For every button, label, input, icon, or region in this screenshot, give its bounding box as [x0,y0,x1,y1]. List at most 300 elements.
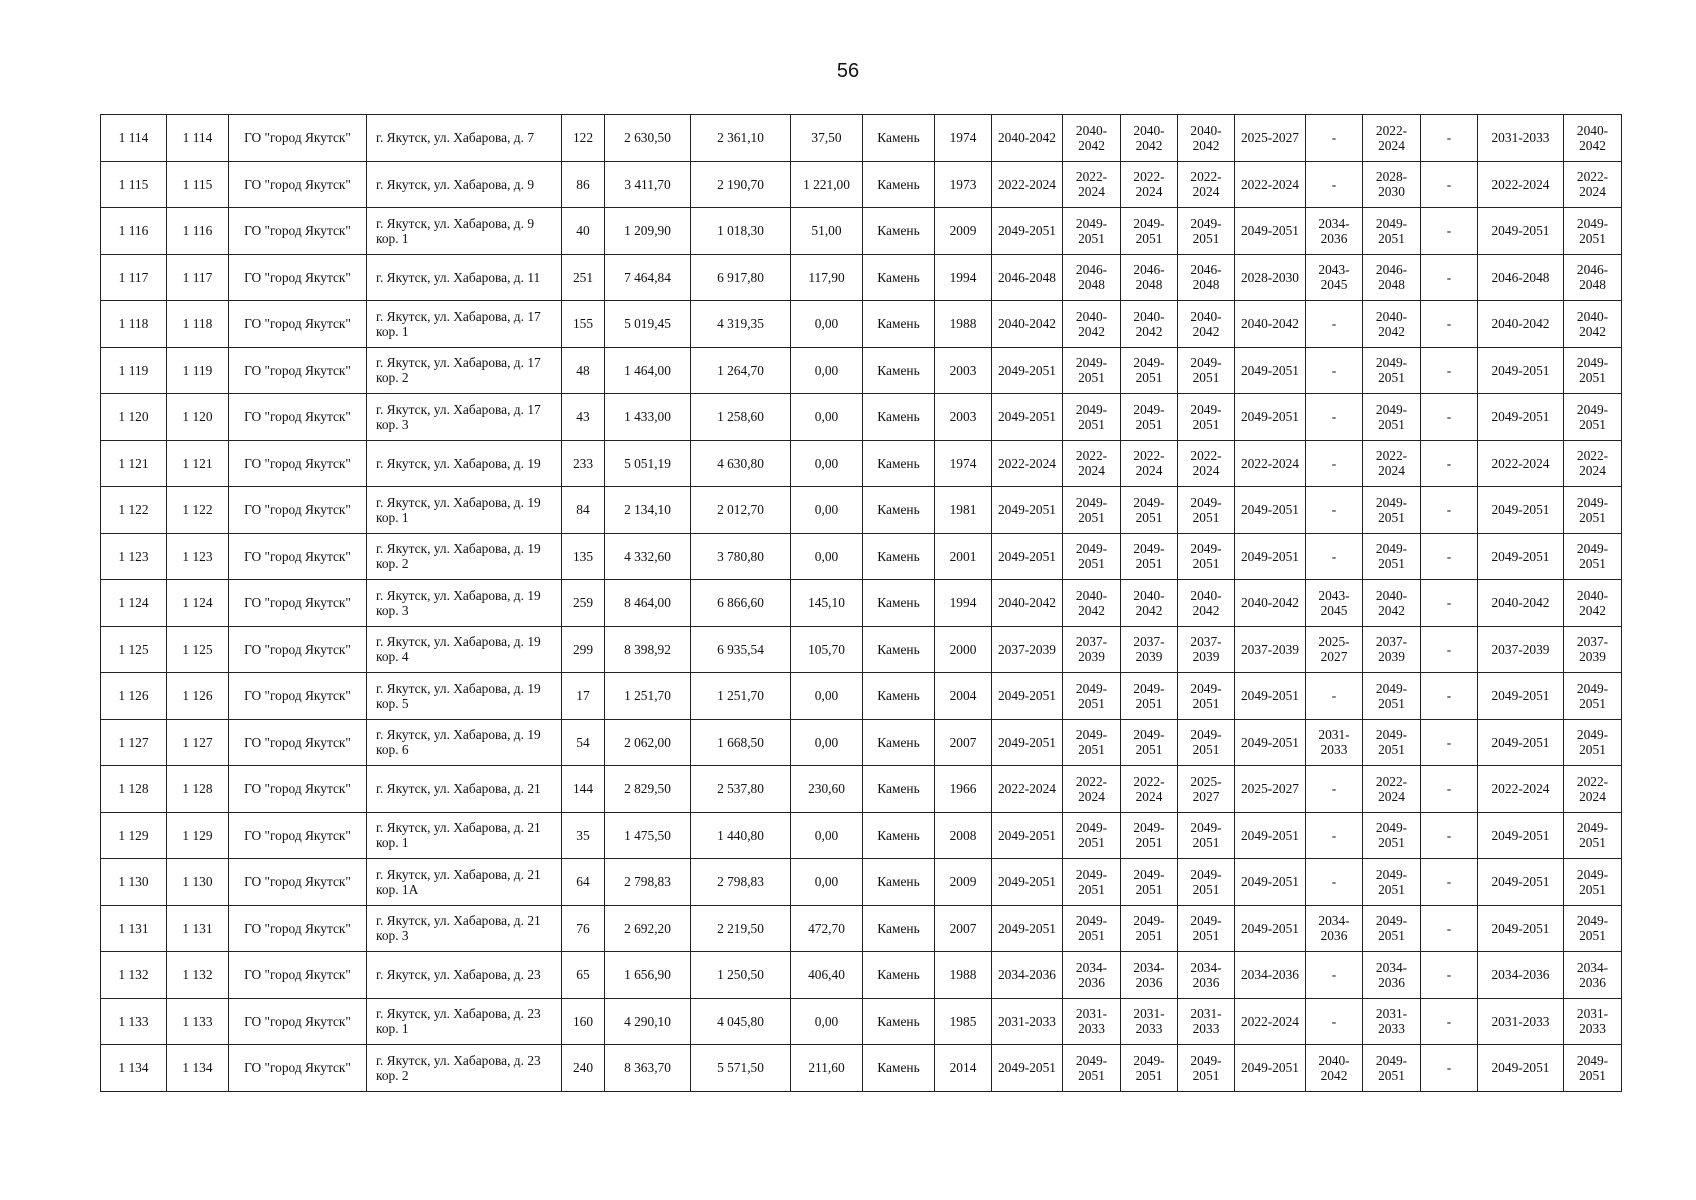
repair-period-7-cell: 2049-2051 [1363,1045,1421,1092]
municipality-cell: ГО "город Якутск" [229,812,367,859]
residents-cell: 84 [562,487,605,534]
repair-period-10-cell: 2049-2051 [1564,719,1622,766]
repair-period-7-cell: 2040-2042 [1363,580,1421,627]
repair-period-8-cell: - [1421,440,1478,487]
build-year-cell: 2008 [935,812,992,859]
repair-period-4-cell: 2037-2039 [1178,626,1235,673]
nonresidential-area-cell: 0,00 [791,487,863,534]
build-year-cell: 1974 [935,115,992,162]
address-cell: г. Якутск, ул. Хабарова, д. 7 [367,115,562,162]
repair-period-1-cell: 2022-2024 [992,440,1063,487]
repair-period-8-cell: - [1421,812,1478,859]
repair-period-9-cell: 2049-2051 [1478,487,1564,534]
house-number-cell: 1 133 [167,998,229,1045]
repair-period-6-cell: 2034-2036 [1306,905,1363,952]
build-year-cell: 2003 [935,347,992,394]
repair-period-6-cell: - [1306,161,1363,208]
repair-period-8-cell: - [1421,952,1478,999]
repair-period-5-cell: 2049-2051 [1235,719,1306,766]
municipality-cell: ГО "город Якутск" [229,347,367,394]
repair-period-2-cell: 2049-2051 [1063,533,1121,580]
nonresidential-area-cell: 472,70 [791,905,863,952]
nonresidential-area-cell: 0,00 [791,673,863,720]
wall-material-cell: Камень [863,487,935,534]
repair-period-1-cell: 2049-2051 [992,394,1063,441]
total-area-cell: 5 051,19 [605,440,691,487]
repair-period-2-cell: 2022-2024 [1063,766,1121,813]
repair-period-7-cell: 2022-2024 [1363,766,1421,813]
table-row [101,952,1622,999]
repair-period-1-cell: 2031-2033 [992,998,1063,1045]
wall-material-cell: Камень [863,115,935,162]
repair-period-9-cell: 2031-2033 [1478,998,1564,1045]
build-year-cell: 2001 [935,533,992,580]
repair-period-4-cell: 2040-2042 [1178,115,1235,162]
repair-period-9-cell: 2049-2051 [1478,394,1564,441]
total-area-cell: 2 829,50 [605,766,691,813]
table-row [101,161,1622,208]
repair-period-10-cell: 2049-2051 [1564,208,1622,255]
repair-period-8-cell: - [1421,626,1478,673]
municipality-cell: ГО "город Якутск" [229,766,367,813]
wall-material-cell: Камень [863,394,935,441]
repair-period-10-cell: 2040-2042 [1564,301,1622,348]
house-number-cell: 1 124 [167,580,229,627]
repair-period-7-cell: 2049-2051 [1363,394,1421,441]
municipality-cell: ГО "город Якутск" [229,487,367,534]
wall-material-cell: Камень [863,347,935,394]
repair-period-7-cell: 2049-2051 [1363,719,1421,766]
row-number-cell: 1 130 [101,859,167,906]
repair-period-1-cell: 2049-2051 [992,719,1063,766]
repair-period-10-cell: 2022-2024 [1564,161,1622,208]
build-year-cell: 2007 [935,905,992,952]
address-cell: г. Якутск, ул. Хабарова, д. 19 кор. 2 [367,533,562,580]
residents-cell: 76 [562,905,605,952]
total-area-cell: 1 475,50 [605,812,691,859]
repair-period-3-cell: 2022-2024 [1121,766,1178,813]
municipality-cell: ГО "город Якутск" [229,626,367,673]
repair-period-3-cell: 2049-2051 [1121,1045,1178,1092]
municipality-cell: ГО "город Якутск" [229,115,367,162]
row-number-cell: 1 121 [101,440,167,487]
residents-cell: 259 [562,580,605,627]
living-area-cell: 6 917,80 [691,254,791,301]
total-area-cell: 2 798,83 [605,859,691,906]
table-row [101,905,1622,952]
wall-material-cell: Камень [863,301,935,348]
address-cell: г. Якутск, ул. Хабарова, д. 17 кор. 1 [367,301,562,348]
living-area-cell: 4 045,80 [691,998,791,1045]
nonresidential-area-cell: 51,00 [791,208,863,255]
repair-period-9-cell: 2031-2033 [1478,115,1564,162]
repair-period-9-cell: 2037-2039 [1478,626,1564,673]
house-number-cell: 1 128 [167,766,229,813]
repair-period-9-cell: 2040-2042 [1478,301,1564,348]
residents-cell: 54 [562,719,605,766]
row-number-cell: 1 115 [101,161,167,208]
repair-period-3-cell: 2049-2051 [1121,208,1178,255]
address-cell: г. Якутск, ул. Хабарова, д. 19 кор. 3 [367,580,562,627]
house-number-cell: 1 134 [167,1045,229,1092]
municipality-cell: ГО "город Якутск" [229,161,367,208]
repair-period-1-cell: 2022-2024 [992,161,1063,208]
total-area-cell: 1 433,00 [605,394,691,441]
wall-material-cell: Камень [863,626,935,673]
repair-period-3-cell: 2031-2033 [1121,998,1178,1045]
repair-period-6-cell: - [1306,533,1363,580]
table-row [101,115,1622,162]
repair-period-10-cell: 2049-2051 [1564,487,1622,534]
repair-period-1-cell: 2049-2051 [992,859,1063,906]
repair-period-3-cell: 2049-2051 [1121,905,1178,952]
row-number-cell: 1 118 [101,301,167,348]
table-row [101,626,1622,673]
repair-period-2-cell: 2049-2051 [1063,719,1121,766]
total-area-cell: 8 398,92 [605,626,691,673]
repair-period-1-cell: 2046-2048 [992,254,1063,301]
repair-period-10-cell: 2049-2051 [1564,859,1622,906]
house-number-cell: 1 116 [167,208,229,255]
repair-period-9-cell: 2049-2051 [1478,812,1564,859]
repair-period-9-cell: 2049-2051 [1478,533,1564,580]
repair-period-1-cell: 2022-2024 [992,766,1063,813]
build-year-cell: 1974 [935,440,992,487]
repair-period-2-cell: 2022-2024 [1063,440,1121,487]
nonresidential-area-cell: 1 221,00 [791,161,863,208]
repair-period-7-cell: 2049-2051 [1363,673,1421,720]
repair-period-2-cell: 2031-2033 [1063,998,1121,1045]
repair-period-3-cell: 2037-2039 [1121,626,1178,673]
living-area-cell: 3 780,80 [691,533,791,580]
table-row [101,301,1622,348]
address-cell: г. Якутск, ул. Хабарова, д. 17 кор. 2 [367,347,562,394]
wall-material-cell: Камень [863,812,935,859]
build-year-cell: 1966 [935,766,992,813]
total-area-cell: 2 134,10 [605,487,691,534]
repair-period-7-cell: 2022-2024 [1363,440,1421,487]
repair-period-4-cell: 2049-2051 [1178,487,1235,534]
table-row [101,580,1622,627]
total-area-cell: 4 290,10 [605,998,691,1045]
nonresidential-area-cell: 0,00 [791,812,863,859]
nonresidential-area-cell: 0,00 [791,719,863,766]
repair-period-4-cell: 2049-2051 [1178,1045,1235,1092]
municipality-cell: ГО "город Якутск" [229,719,367,766]
repair-period-8-cell: - [1421,347,1478,394]
repair-period-6-cell: - [1306,952,1363,999]
repair-period-6-cell: 2034-2036 [1306,208,1363,255]
repair-period-2-cell: 2034-2036 [1063,952,1121,999]
repair-period-8-cell: - [1421,719,1478,766]
municipality-cell: ГО "город Якутск" [229,905,367,952]
residents-cell: 48 [562,347,605,394]
address-cell: г. Якутск, ул. Хабарова, д. 21 [367,766,562,813]
repair-period-8-cell: - [1421,115,1478,162]
address-cell: г. Якутск, ул. Хабарова, д. 19 [367,440,562,487]
address-cell: г. Якутск, ул. Хабарова, д. 9 кор. 1 [367,208,562,255]
table-row [101,208,1622,255]
page-number: 56 [836,60,860,82]
repair-period-7-cell: 2028-2030 [1363,161,1421,208]
address-cell: г. Якутск, ул. Хабарова, д. 21 кор. 3 [367,905,562,952]
row-number-cell: 1 120 [101,394,167,441]
repair-period-9-cell: 2049-2051 [1478,719,1564,766]
build-year-cell: 1985 [935,998,992,1045]
house-number-cell: 1 114 [167,115,229,162]
repair-period-9-cell: 2034-2036 [1478,952,1564,999]
repair-period-2-cell: 2049-2051 [1063,394,1121,441]
repair-period-6-cell: - [1306,394,1363,441]
total-area-cell: 4 332,60 [605,533,691,580]
total-area-cell: 2 630,50 [605,115,691,162]
repair-period-3-cell: 2040-2042 [1121,580,1178,627]
wall-material-cell: Камень [863,533,935,580]
repair-period-2-cell: 2022-2024 [1063,161,1121,208]
wall-material-cell: Камень [863,673,935,720]
repair-period-9-cell: 2049-2051 [1478,905,1564,952]
repair-period-7-cell: 2031-2033 [1363,998,1421,1045]
repair-period-2-cell: 2049-2051 [1063,673,1121,720]
repair-period-6-cell: - [1306,440,1363,487]
repair-period-8-cell: - [1421,208,1478,255]
repair-period-2-cell: 2040-2042 [1063,115,1121,162]
repair-period-2-cell: 2037-2039 [1063,626,1121,673]
repair-period-2-cell: 2049-2051 [1063,208,1121,255]
row-number-cell: 1 119 [101,347,167,394]
repair-period-5-cell: 2049-2051 [1235,487,1306,534]
house-number-cell: 1 122 [167,487,229,534]
nonresidential-area-cell: 117,90 [791,254,863,301]
nonresidential-area-cell: 105,70 [791,626,863,673]
build-year-cell: 2003 [935,394,992,441]
total-area-cell: 2 062,00 [605,719,691,766]
repair-period-7-cell: 2034-2036 [1363,952,1421,999]
repair-period-7-cell: 2022-2024 [1363,115,1421,162]
table-row [101,254,1622,301]
repair-period-9-cell: 2040-2042 [1478,580,1564,627]
nonresidential-area-cell: 0,00 [791,440,863,487]
repair-period-4-cell: 2049-2051 [1178,673,1235,720]
total-area-cell: 1 251,70 [605,673,691,720]
repair-period-3-cell: 2049-2051 [1121,487,1178,534]
repair-period-9-cell: 2049-2051 [1478,1045,1564,1092]
repair-period-8-cell: - [1421,859,1478,906]
living-area-cell: 6 935,54 [691,626,791,673]
living-area-cell: 2 190,70 [691,161,791,208]
living-area-cell: 2 798,83 [691,859,791,906]
row-number-cell: 1 122 [101,487,167,534]
address-cell: г. Якутск, ул. Хабарова, д. 17 кор. 3 [367,394,562,441]
nonresidential-area-cell: 145,10 [791,580,863,627]
municipality-cell: ГО "город Якутск" [229,440,367,487]
repair-period-8-cell: - [1421,905,1478,952]
table-row [101,719,1622,766]
repair-period-3-cell: 2049-2051 [1121,394,1178,441]
repair-period-6-cell: - [1306,766,1363,813]
repair-period-3-cell: 2046-2048 [1121,254,1178,301]
table-row [101,1045,1622,1092]
residents-cell: 64 [562,859,605,906]
total-area-cell: 7 464,84 [605,254,691,301]
wall-material-cell: Камень [863,161,935,208]
house-number-cell: 1 130 [167,859,229,906]
row-number-cell: 1 127 [101,719,167,766]
residents-cell: 251 [562,254,605,301]
repair-period-8-cell: - [1421,161,1478,208]
repair-period-5-cell: 2049-2051 [1235,812,1306,859]
residents-cell: 43 [562,394,605,441]
repair-period-9-cell: 2022-2024 [1478,161,1564,208]
repair-period-4-cell: 2034-2036 [1178,952,1235,999]
repair-period-6-cell: - [1306,347,1363,394]
repair-period-5-cell: 2049-2051 [1235,1045,1306,1092]
house-number-cell: 1 131 [167,905,229,952]
repair-period-5-cell: 2022-2024 [1235,998,1306,1045]
repair-period-9-cell: 2049-2051 [1478,673,1564,720]
repair-period-8-cell: - [1421,673,1478,720]
nonresidential-area-cell: 37,50 [791,115,863,162]
repair-period-6-cell: 2031-2033 [1306,719,1363,766]
house-number-cell: 1 121 [167,440,229,487]
repair-period-9-cell: 2022-2024 [1478,440,1564,487]
repair-period-6-cell: 2040-2042 [1306,1045,1363,1092]
address-cell: г. Якутск, ул. Хабарова, д. 23 кор. 1 [367,998,562,1045]
repair-period-4-cell: 2049-2051 [1178,394,1235,441]
repair-period-10-cell: 2049-2051 [1564,1045,1622,1092]
living-area-cell: 1 258,60 [691,394,791,441]
repair-period-5-cell: 2049-2051 [1235,533,1306,580]
repair-period-1-cell: 2040-2042 [992,580,1063,627]
row-number-cell: 1 129 [101,812,167,859]
living-area-cell: 1 264,70 [691,347,791,394]
residents-cell: 155 [562,301,605,348]
repair-period-8-cell: - [1421,394,1478,441]
table-row [101,440,1622,487]
repair-period-3-cell: 2049-2051 [1121,533,1178,580]
repair-period-1-cell: 2049-2051 [992,208,1063,255]
municipality-cell: ГО "город Якутск" [229,301,367,348]
repair-period-6-cell: - [1306,115,1363,162]
municipality-cell: ГО "город Якутск" [229,952,367,999]
row-number-cell: 1 123 [101,533,167,580]
house-number-cell: 1 120 [167,394,229,441]
living-area-cell: 2 361,10 [691,115,791,162]
living-area-cell: 6 866,60 [691,580,791,627]
living-area-cell: 4 630,80 [691,440,791,487]
house-number-cell: 1 119 [167,347,229,394]
repair-period-10-cell: 2046-2048 [1564,254,1622,301]
repair-period-6-cell: - [1306,301,1363,348]
table-row [101,812,1622,859]
repair-period-4-cell: 2022-2024 [1178,161,1235,208]
house-number-cell: 1 129 [167,812,229,859]
repair-period-2-cell: 2046-2048 [1063,254,1121,301]
repair-period-10-cell: 2040-2042 [1564,580,1622,627]
repair-period-3-cell: 2022-2024 [1121,440,1178,487]
house-number-cell: 1 118 [167,301,229,348]
nonresidential-area-cell: 406,40 [791,952,863,999]
repair-period-3-cell: 2022-2024 [1121,161,1178,208]
row-number-cell: 1 117 [101,254,167,301]
living-area-cell: 2 012,70 [691,487,791,534]
wall-material-cell: Камень [863,859,935,906]
address-cell: г. Якутск, ул. Хабарова, д. 23 [367,952,562,999]
residents-cell: 122 [562,115,605,162]
repair-period-7-cell: 2046-2048 [1363,254,1421,301]
repair-period-10-cell: 2049-2051 [1564,347,1622,394]
table-row [101,859,1622,906]
repair-period-1-cell: 2040-2042 [992,115,1063,162]
repair-period-3-cell: 2049-2051 [1121,673,1178,720]
nonresidential-area-cell: 230,60 [791,766,863,813]
repair-period-5-cell: 2049-2051 [1235,905,1306,952]
table-row [101,673,1622,720]
address-cell: г. Якутск, ул. Хабарова, д. 21 кор. 1А [367,859,562,906]
house-number-cell: 1 127 [167,719,229,766]
row-number-cell: 1 134 [101,1045,167,1092]
table-body [101,115,1622,1092]
house-number-cell: 1 126 [167,673,229,720]
repair-period-10-cell: 2022-2024 [1564,440,1622,487]
repair-period-4-cell: 2040-2042 [1178,301,1235,348]
repair-period-4-cell: 2031-2033 [1178,998,1235,1045]
repair-period-2-cell: 2040-2042 [1063,301,1121,348]
address-cell: г. Якутск, ул. Хабарова, д. 9 [367,161,562,208]
address-cell: г. Якутск, ул. Хабарова, д. 19 кор. 1 [367,487,562,534]
repair-period-7-cell: 2049-2051 [1363,905,1421,952]
build-year-cell: 2007 [935,719,992,766]
nonresidential-area-cell: 0,00 [791,998,863,1045]
repair-period-5-cell: 2037-2039 [1235,626,1306,673]
repair-period-1-cell: 2037-2039 [992,626,1063,673]
residents-cell: 17 [562,673,605,720]
repair-period-1-cell: 2040-2042 [992,301,1063,348]
house-number-cell: 1 115 [167,161,229,208]
repair-period-10-cell: 2049-2051 [1564,533,1622,580]
wall-material-cell: Камень [863,719,935,766]
wall-material-cell: Камень [863,766,935,813]
repair-period-8-cell: - [1421,998,1478,1045]
repair-period-4-cell: 2049-2051 [1178,719,1235,766]
municipality-cell: ГО "город Якутск" [229,533,367,580]
repair-period-7-cell: 2049-2051 [1363,859,1421,906]
repair-period-1-cell: 2049-2051 [992,487,1063,534]
repair-period-9-cell: 2046-2048 [1478,254,1564,301]
table-row [101,533,1622,580]
repair-period-9-cell: 2049-2051 [1478,859,1564,906]
repair-period-4-cell: 2022-2024 [1178,440,1235,487]
living-area-cell: 1 018,30 [691,208,791,255]
municipality-cell: ГО "город Якутск" [229,1045,367,1092]
repair-period-5-cell: 2022-2024 [1235,161,1306,208]
residents-cell: 35 [562,812,605,859]
build-year-cell: 2009 [935,859,992,906]
repair-period-1-cell: 2049-2051 [992,673,1063,720]
total-area-cell: 5 019,45 [605,301,691,348]
repair-period-9-cell: 2022-2024 [1478,766,1564,813]
row-number-cell: 1 124 [101,580,167,627]
repair-period-1-cell: 2049-2051 [992,1045,1063,1092]
build-year-cell: 2000 [935,626,992,673]
repair-period-1-cell: 2049-2051 [992,347,1063,394]
repair-period-4-cell: 2046-2048 [1178,254,1235,301]
repair-period-2-cell: 2040-2042 [1063,580,1121,627]
address-cell: г. Якутск, ул. Хабарова, д. 21 кор. 1 [367,812,562,859]
repair-period-1-cell: 2049-2051 [992,905,1063,952]
wall-material-cell: Камень [863,440,935,487]
wall-material-cell: Камень [863,905,935,952]
